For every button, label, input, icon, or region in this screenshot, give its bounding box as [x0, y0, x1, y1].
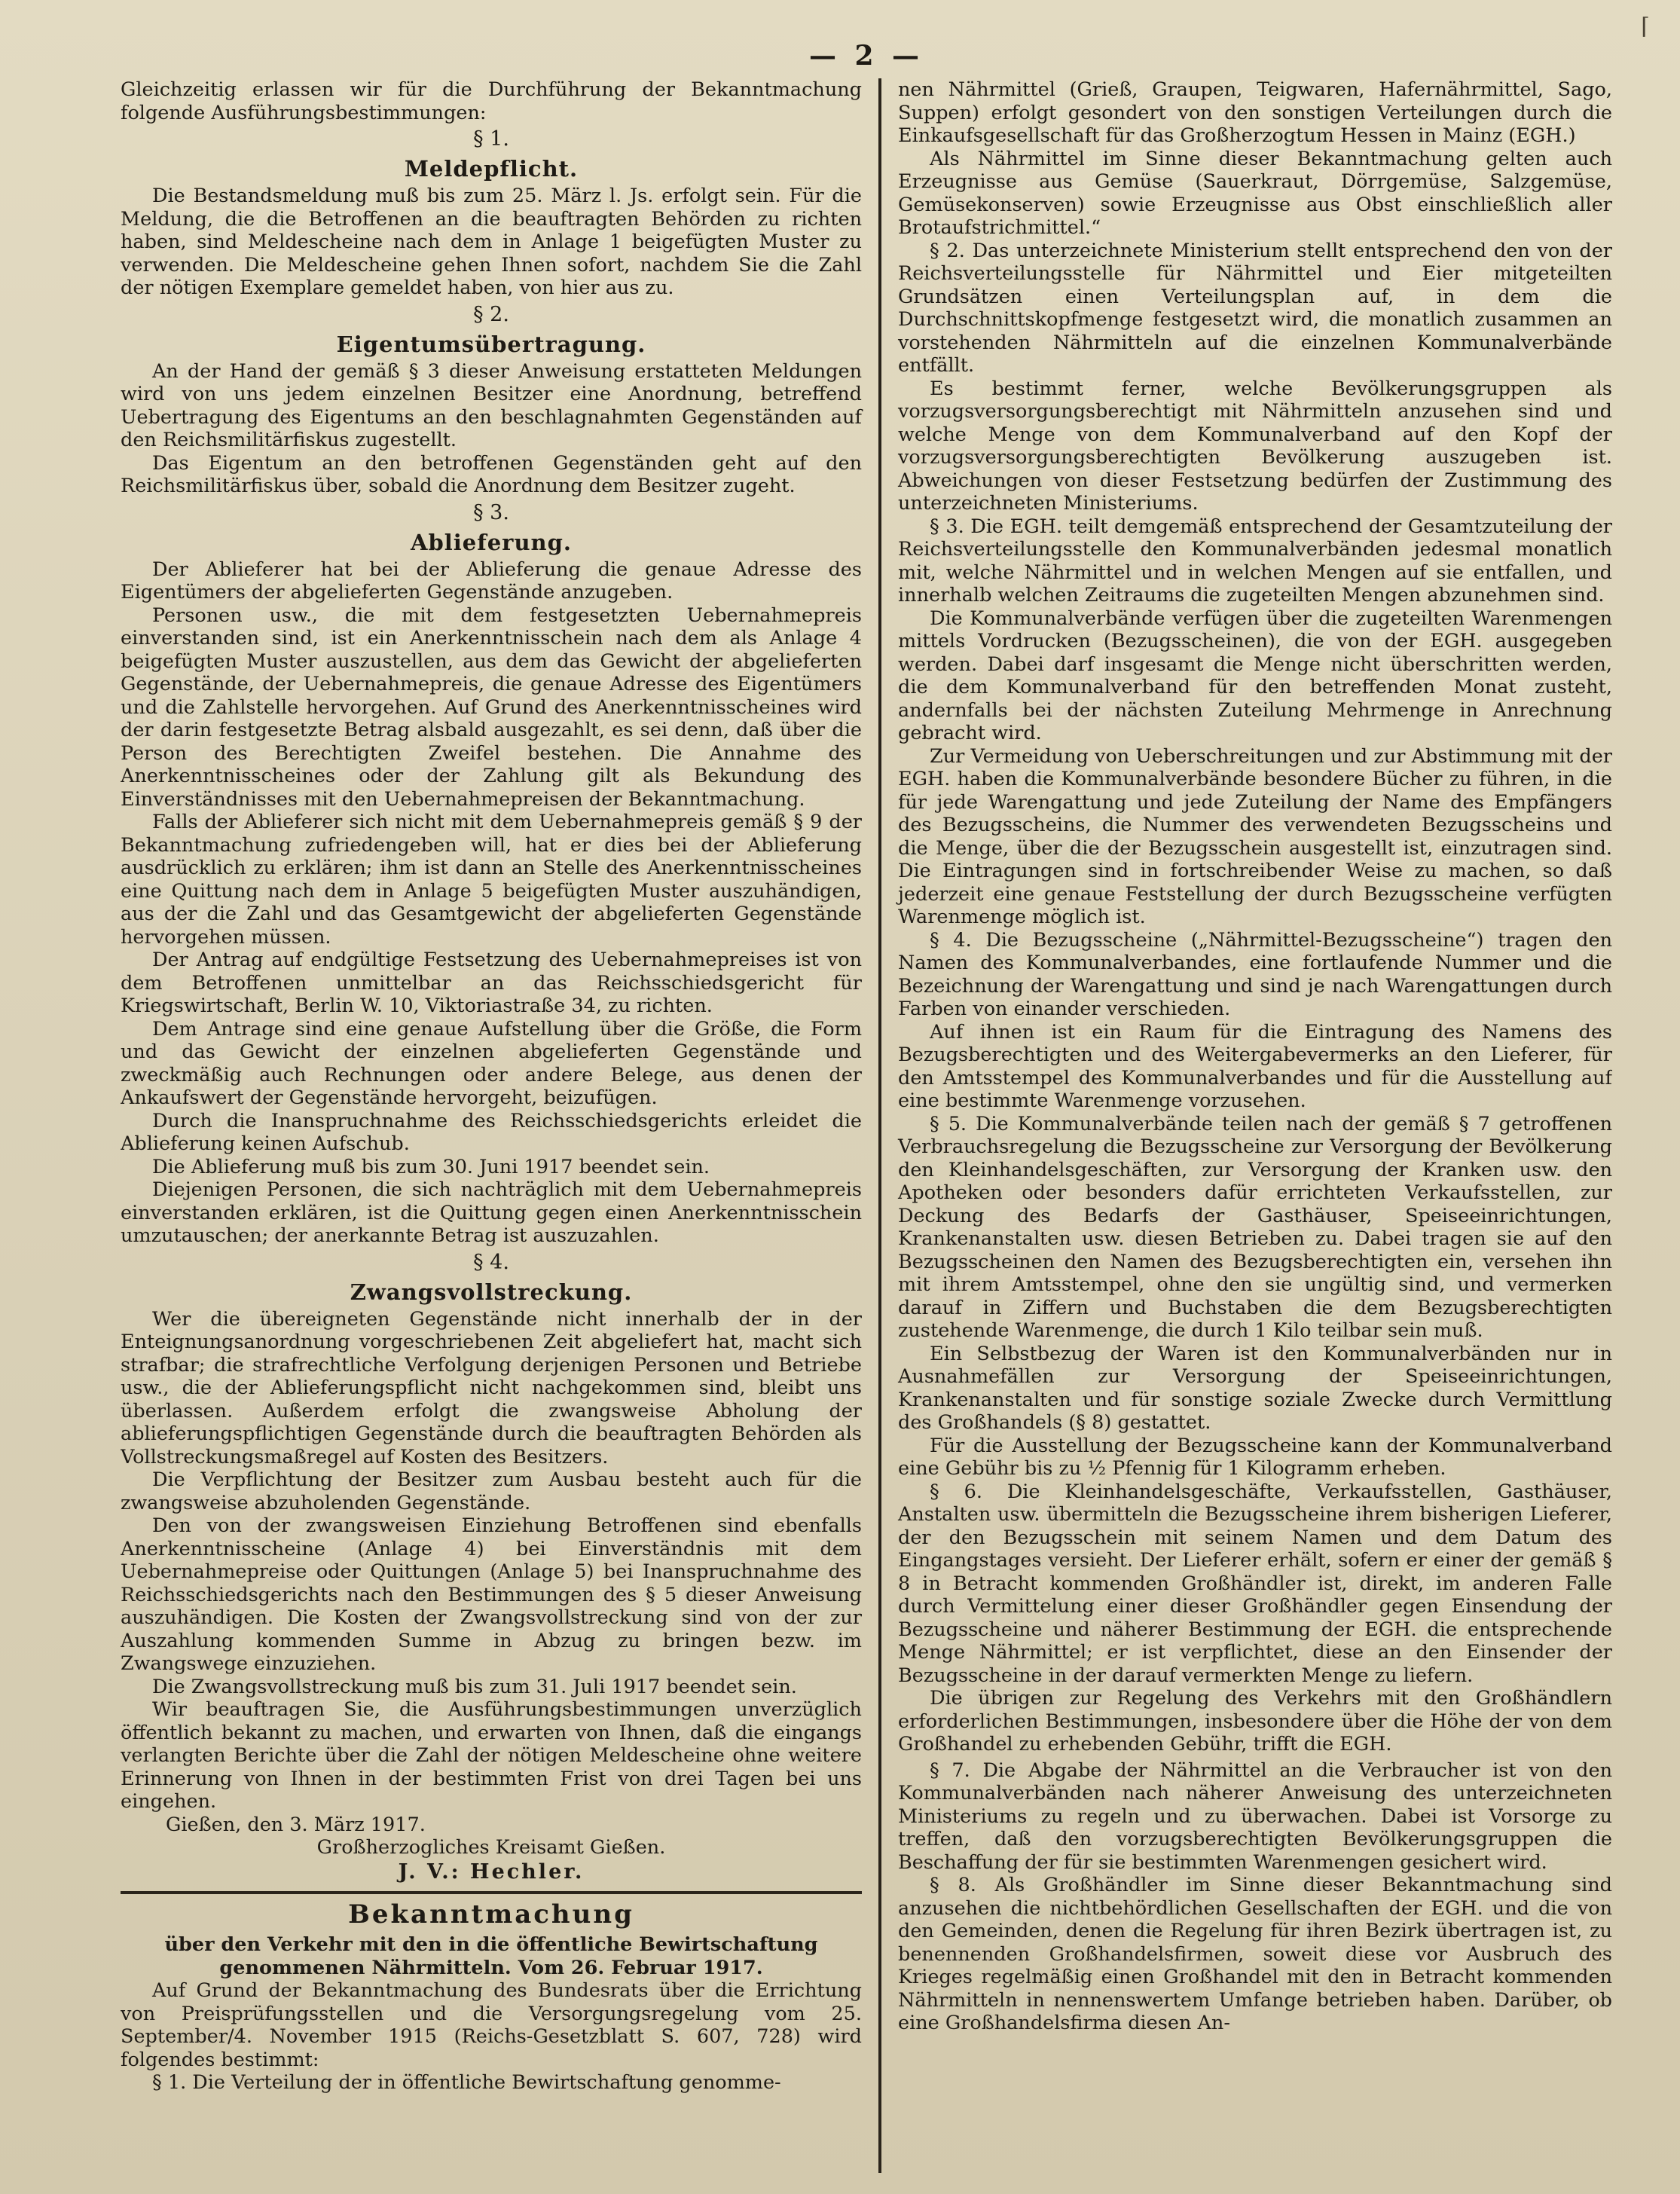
notice-title: Bekanntmachung [348, 1899, 634, 1930]
paragraph: nen Nährmittel (Grieß, Graupen, Teigwaren, Hafernährmittel, Sago, Suppen) erfolgt gesondert von den sonstigen Verteilungen durch die Einkaufsgesellschaft für das Großherzogtum Hessen in Mainz (EGH.) [898, 78, 1612, 147]
paragraph: § 4. Die Bezugsscheine („Nährmittel-Bezugsscheine“) tragen den Namen des Kommunalverbandes, eine fortlaufende Nummer und die Bezeichnung der Warengattung und sind je nach Warengattungen durch Farben von einander verschieden. [898, 928, 1612, 1020]
paragraph: An der Hand der gemäß § 3 dieser Anweisung erstatteten Meldungen wird von uns jedem einzelnen Besitzer eine Anordnung, betreffend Uebertragung des Eigentums an den beschlagnahmten Gegenständen auf den Reichsmilitärfiskus zugestellt. [121, 359, 862, 451]
paragraph: Zur Vermeidung von Ueberschreitungen und zur Abstimmung mit der EGH. haben die Kommunalverbände besondere Bücher zu führen, in die für jede Warengattung und jede Zuteilung der Name des Empfängers des Bezugsscheins, die Nummer des verwendeten Bezugsscheins und die Menge, über die der Bezugsschein ausgestellt ist, einzutragen sind. Die Eintragungen sind in fortschreibender Weise zu machen, so daß jederzeit eine genaue Feststellung der durch Bezugsscheine verfügten Warenmenge möglich ist. [898, 744, 1612, 928]
paragraph: § 3. Die EGH. teilt demgemäß entsprechend der Gesamtzuteilung der Reichsverteilungsstelle den Kommunalverbänden jedesmal monatlich mit, welche Nährmittel und in welchen Mengen auf sie entfallen, und innerhalb welchen Zeitraums die zugeteilten Mengen abzunehmen sind. [898, 515, 1612, 607]
paragraph: § 7. Die Abgabe der Nährmittel an die Verbraucher ist von den Kommunalverbänden nach näherer Anweisung des unterzeichneten Ministeriums zu regeln und zu überwachen. Dabei ist Vorsorge zu treffen, daß den vorzugsberechtigten Bevölkerungsgruppen die Beschaffung der für sie bestimmten Warenmengen gesichert wird. [898, 1759, 1612, 1874]
section-4-title: Zwangsvollstreckung. [350, 1279, 633, 1305]
section-1-title: Meldepflicht. [404, 156, 579, 182]
paragraph: Ein Selbstbezug der Waren ist den Kommunalverbänden nur in Ausnahmefällen zur Versorgung der Speiseeinrichtungen, Krankenanstalten und für sonstige soziale Zwecke durch Vermittlung des Großhandels (§ 8) gestattet. [898, 1342, 1612, 1434]
paragraph: Falls der Ablieferer sich nicht mit dem Uebernahmepreis gemäß § 9 der Bekanntmachung zufriedengeben will, hat er dies bei der Ablieferung ausdrücklich zu erklären; ihm ist dann an Stelle des Anerkenntnisscheines eine Quittung nach dem in Anlage 5 beigefügten Muster auszuhändigen, aus der die Zahl und das Gesamtgewicht der abgelieferten Gegenstände hervorgehen müssen. [121, 811, 862, 949]
paragraph: Die Bestandsmeldung muß bis zum 25. März l. Js. erfolgt sein. Für die Meldung, die die Betroffenen an die beauftragten Behörden zu richten haben, sind Meldescheine nach dem in Anlage 1 beigefügten Muster zu verwenden. Die Meldescheine gehen Ihnen sofort, nachdem Sie die Zahl der nötigen Exemplare gemeldet haben, von hier aus zu. [121, 185, 862, 299]
paragraph: Die übrigen zur Regelung des Verkehrs mit den Großhändlern erforderlichen Bestimmungen, insbesondere über die Höhe der von dem Großhandel zu erhebenden Gebühr, trifft die EGH. [898, 1687, 1612, 1756]
section-4-number: § 4. [473, 1250, 509, 1274]
notice-subtitle: über den Verkehr mit den in die öffentliche Bewirtschaftung genommenen Nährmitteln. Vom 26. Februar 1917. [164, 1933, 818, 1979]
page-edge-mark: ⌈ [1641, 14, 1650, 40]
paragraph: Es bestimmt ferner, welche Bevölkerungsgruppen als vorzugsversorgungsberechtigt mit Nährmitteln anzusehen sind und welche Menge von dem Kommunalverband auf den Kopf der vorzugsversorgungsberechtigten Bevölkerung auszugeben ist. Abweichungen von dieser Festsetzung bedürfen der Zustimmung des unterzeichneten Ministeriums. [898, 377, 1612, 515]
paragraph: Der Ablieferer hat bei der Ablieferung die genaue Adresse des Eigentümers der abgelieferten Gegenstände anzugeben. [121, 558, 862, 604]
signature-office: Großherzogliches Kreisamt Gießen. [316, 1836, 666, 1859]
paragraph: Dem Antrage sind eine genaue Aufstellung über die Größe, die Form und das Gewicht der einzelnen abgelieferten Gegenstände und zweckmäßig auch Rechnungen oder andere Belege, aus denen der Ankaufswert der Gegenstände hervorgeht, beizufügen. [121, 1017, 862, 1109]
paragraph: Die Kommunalverbände verfügen über die zugeteilten Warenmengen mittels Vordrucken (Bezugsscheinen), die von der EGH. ausgegeben werden. Dabei darf insgesamt die Menge nicht überschritten werden, die dem Kommunalverband für den betreffenden Monat zusteht, andernfalls bei der nächsten Zuteilung Mehrmenge in Anrechnung gebracht wird. [898, 607, 1612, 744]
paragraph: Diejenigen Personen, die sich nachträglich mit dem Uebernahmepreis einverstanden erklären, ist die Quittung gegen einen Anerkenntnisschein umzutauschen; der anerkannte Betrag ist auszuzahlen. [121, 1178, 862, 1247]
paragraph: Die Zwangsvollstreckung muß bis zum 31. Juli 1917 beendet sein. [152, 1675, 797, 1698]
paragraph: Auf Grund der Bekanntmachung des Bundesrats über die Errichtung von Preisprüfungsstellen und die Versorgungsregelung vom 25. September/4. November 1915 (Reichs-Gesetzblatt S. 607, 728) wird folgendes bestimmt: [121, 1979, 862, 2071]
section-3-title: Ablieferung. [410, 529, 572, 555]
paragraph: Durch die Inanspruchnahme des Reichsschiedsgerichts erleidet die Ablieferung keinen Aufschub. [121, 1109, 862, 1155]
separator-rule [121, 1891, 862, 1894]
section-2-title: Eigentumsübertragung. [336, 331, 646, 357]
page-number: — 2 — [808, 40, 924, 72]
paragraph: Den von der zwangsweisen Einziehung Betroffenen sind ebenfalls Anerkenntnisscheine (Anlage 4) bei Einverständnis mit dem Uebernahmepreise oder Quittungen (Anlage 5) bei Inanspruchnahme des Reichsschiedsgerichts nach den Bestimmungen des § 5 dieser Anweisung auszuhändigen. Die Kosten der Zwangsvollstreckung sind von der zur Auszahlung kommenden Summe in Abzug zu bringen bezw. im Zwangswege einzuziehen. [121, 1514, 862, 1675]
paragraph: Als Nährmittel im Sinne dieser Bekanntmachung gelten auch Erzeugnisse aus Gemüse (Sauerkraut, Dörrgemüse, Salzgemüse, Gemüsekonserven) sowie Erzeugnisse aus Obst einschließlich aller Brotaufstrichmittel.“ [898, 147, 1612, 239]
paragraph: § 1. Die Verteilung der in öffentliche Bewirtschaftung genomme- [152, 2071, 781, 2094]
left-column [121, 78, 881, 2173]
paragraph: Wir beauftragen Sie, die Ausführungsbestimmungen unverzüglich öffentlich bekannt zu machen, und erwarten von Ihnen, daß die eingangs verlangten Berichte über die Zahl der nötigen Meldescheine ohne weitere Erinnerung von Ihnen in der bestimmten Frist von drei Tagen bei uns eingehen. [121, 1698, 862, 1813]
paragraph: Der Antrag auf endgültige Festsetzung des Uebernahmepreises ist von dem Betroffenen unmittelbar an das Reichsschiedsgericht für Kriegswirtschaft, Berlin W. 10, Viktoriastraße 34, zu richten. [121, 949, 862, 1017]
section-3-number: § 3. [473, 500, 509, 524]
paragraph: § 5. Die Kommunalverbände teilen nach der gemäß § 7 getroffenen Verbrauchsregelung die Bezugsscheine zur Versorgung der Bevölkerung den Kleinhandelsgeschäften, zur Versorgung der Kranken usw. den Apotheken oder besonders dafür errichteten Verkaufsstellen, zur Deckung des Bedarfs der Gasthäuser, Speiseeinrichtungen, Krankenanstalten usw. diesen Betrieben zu. Dabei tragen sie auf den Bezugsscheinen den Namen des Bezugsberechtigten ein, versehen ihn mit ihrem Amtsstempel, ohne den sie ungültig sind, und vermerken darauf in Ziffern und Buchstaben die dem Bezugsberechtigten zustehende Warenmenge, die durch 1 Kilo teilbar sein muß. [898, 1112, 1612, 1342]
paragraph: Auf ihnen ist ein Raum für die Eintragung des Namens des Bezugsberechtigten und des Weitergabevermerks an den Lieferer, für den Amtsstempel des Kommunalverbandes und für die Ausstellung auf eine bestimmte Warenmenge vorzusehen. [898, 1020, 1612, 1112]
section-2-number: § 2. [473, 302, 509, 326]
text-columns [121, 78, 1612, 2173]
section-1-number: § 1. [473, 127, 509, 151]
paragraph: § 8. Als Großhändler im Sinne dieser Bekanntmachung sind anzusehen die nichtbehördlichen Gesellschaften der EGH. und die von den Gemeinden, denen die Regelung für ihren Bezirk übertragen ist, zu benennenden Großhandelsfirmen, soweit diese vor Ausbruch des Krieges regelmäßig einen Großhandel mit den in Betracht kommenden Nährmitteln in nennenswertem Umfange betrieben haben. Darüber, ob eine Großhandelsfirma diesen An- [898, 1874, 1612, 2034]
paragraph: Personen usw., die mit dem festgesetzten Uebernahmepreis einverstanden sind, ist ein Anerkenntnisschein nach dem als Anlage 4 beigefügten Muster auszustellen, aus dem das Gewicht der abgelieferten Gegenstände, der Uebernahmepreis, die genaue Adresse des Eigentümers und die Zahlstelle hervorgehen. Auf Grund des Anerkenntnisscheines wird der darin festgesetzte Betrag alsbald ausgezahlt, es sei denn, daß über die Person des Berechtigten Zweifel bestehen. Die Annahme des Anerkenntnisscheines oder der Zahlung gilt als Bekundung des Einverständnisses mit den Uebernahmepreisen der Bekanntmachung. [121, 604, 862, 811]
intro-paragraph: Gleichzeitig erlassen wir für die Durchführung der Bekanntmachung folgende Ausführungsbestimmungen: [121, 78, 862, 124]
paragraph: Für die Ausstellung der Bezugsscheine kann der Kommunalverband eine Gebühr bis zu ½ Pfennig für 1 Kilogramm erheben. [898, 1434, 1612, 1480]
right-column [881, 78, 1612, 2173]
date-line: Gießen, den 3. März 1917. [166, 1813, 426, 1836]
paragraph: Die Ablieferung muß bis zum 30. Juni 1917 beendet sein. [152, 1155, 710, 1178]
paragraph: Wer die übereigneten Gegenstände nicht innerhalb der in der Enteignungsanordnung vorgeschriebenen Zeit abgeliefert hat, macht sich strafbar; die strafrechtliche Verfolgung derjenigen Personen und Betriebe usw., die der Ablieferungspflicht nicht nachgekommen sind, bleibt uns überlassen. Außerdem erfolgt die zwangsweise Abholung der ablieferungspflichtigen Gegenstände durch die beauftragten Behörden als Vollstreckungsmaßregel auf Kosten des Besitzers. [121, 1307, 862, 1468]
paragraph: Das Eigentum an den betroffenen Gegenständen geht auf den Reichsmilitärfiskus über, sobald die Anordnung dem Besitzer zugeht. [121, 451, 862, 497]
paragraph: § 6. Die Kleinhandelsgeschäfte, Verkaufsstellen, Gasthäuser, Anstalten usw. übermitteln die Bezugsscheine ihrem bisherigen Lieferer, der den Bezugsschein mit seinem Namen und dem Datum des Eingangstages versieht. Der Lieferer erhält, sofern er einer der gemäß § 8 in Betracht kommenden Großhändler ist, direkt, im anderen Falle durch Vermittelung einer dieser Großhändler gegen Einsendung der Bezugsscheine und näherer Bestimmung der EGH. die entsprechende Menge Nährmittel; er ist verpflichtet, diese an den Einsender der Bezugsscheine in der darauf vermerkten Menge zu liefern. [898, 1480, 1612, 1687]
signature-name: J. V.: Hechler. [398, 1860, 585, 1884]
paragraph: Die Verpflichtung der Besitzer zum Ausbau besteht auch für die zwangsweise abzuholenden Gegenstände. [121, 1468, 862, 1514]
paragraph: § 2. Das unterzeichnete Ministerium stellt entsprechend den von der Reichsverteilungsstelle für Nährmittel und Eier mitgeteilten Grundsätzen einen Verteilungsplan auf, in dem die Durchschnittskopfmenge festgesetzt wird, die monatlich zusammen an vorstehenden Nährmitteln auf die einzelnen Kommunalverbände entfällt. [898, 239, 1612, 377]
